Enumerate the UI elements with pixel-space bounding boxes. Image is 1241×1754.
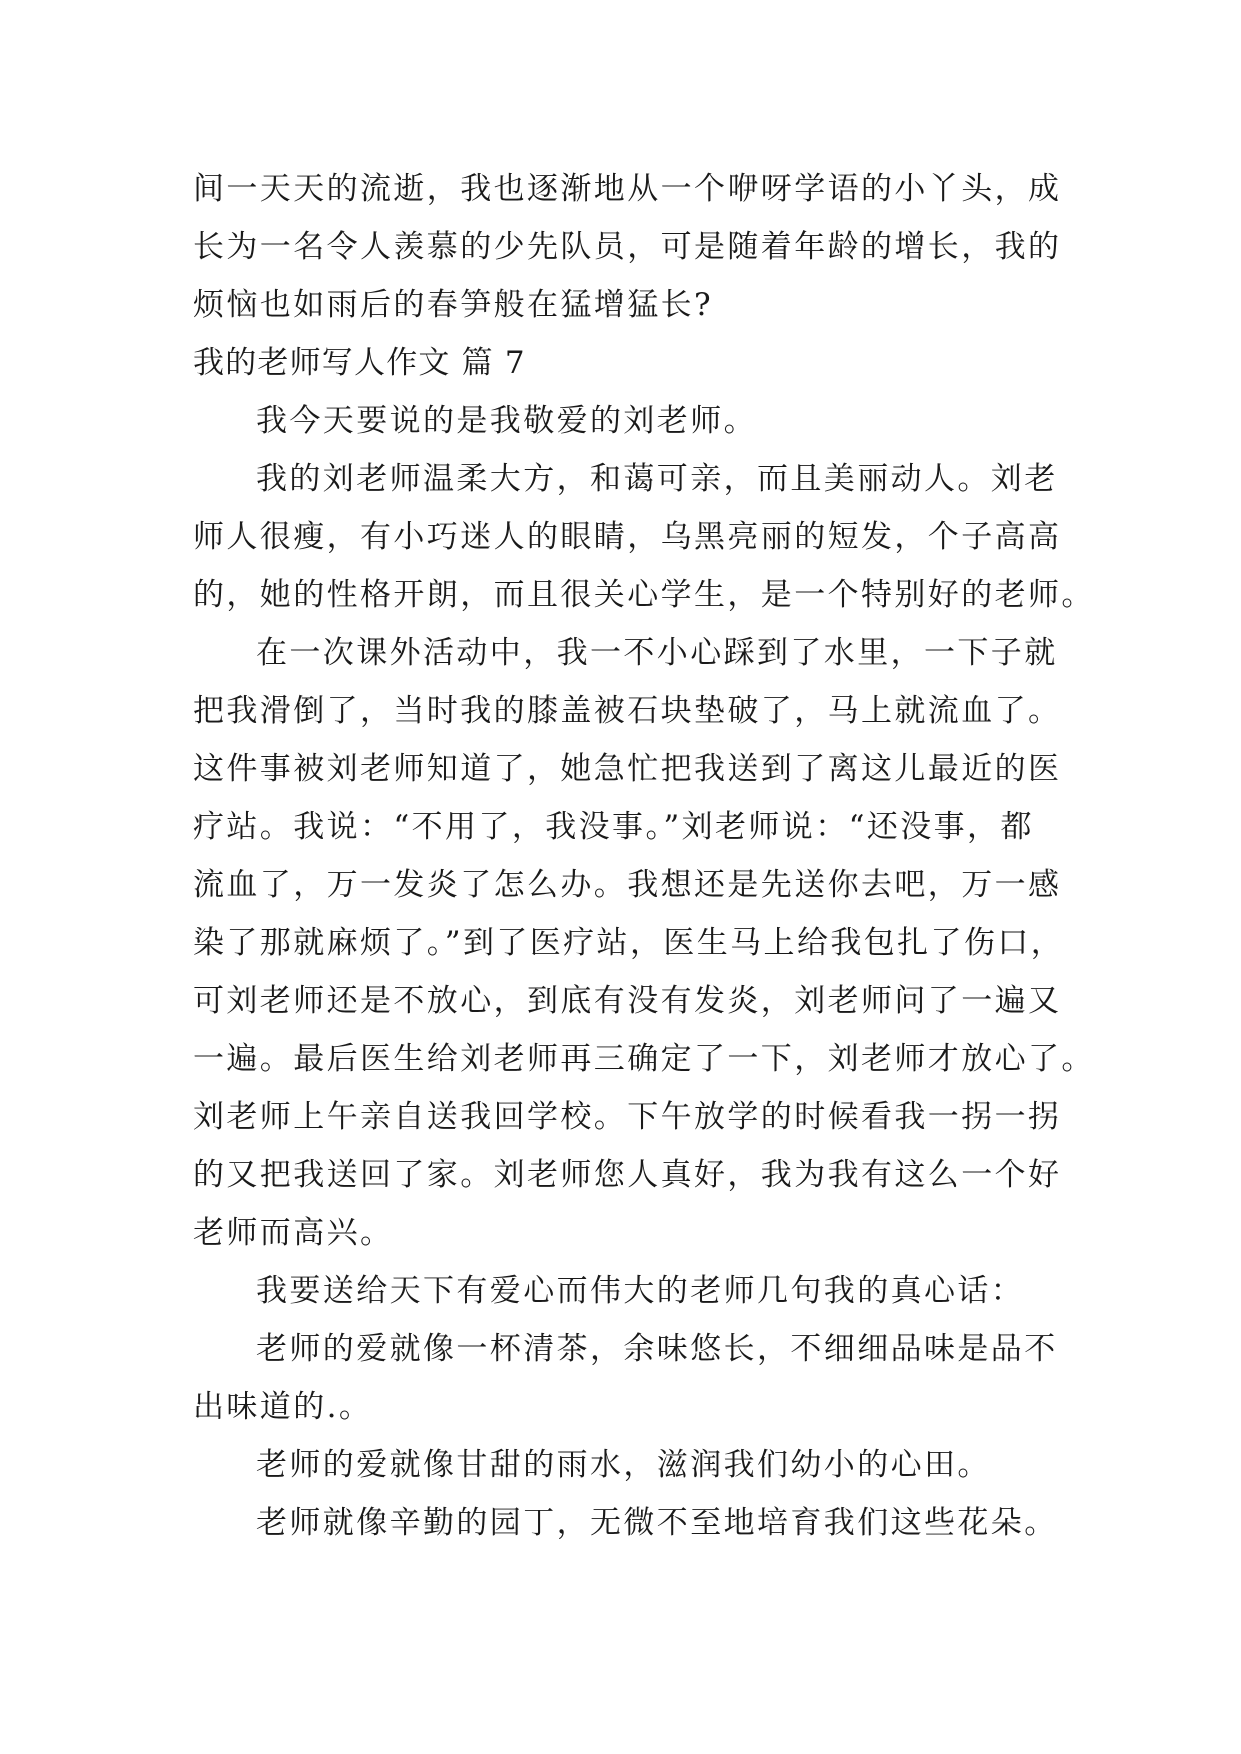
section-heading: 我的老师写人作文 篇 7 bbox=[193, 345, 526, 381]
text-line: 把我滑倒了，当时我的膝盖被石块垫破了，马上就流血了。 bbox=[193, 693, 1062, 729]
paragraph-line: 老师的爱就像一杯清茶，余味悠长，不细细品味是品不 bbox=[256, 1331, 1058, 1367]
paragraph-line: 我要送给天下有爱心而伟大的老师几句我的真心话： bbox=[256, 1273, 1025, 1309]
text-line: 刘老师上午亲自送我回学校。下午放学的时候看我一拐一拐 bbox=[193, 1099, 1062, 1135]
text-line: 染了那就麻烦了。”到了医疗站，医生马上给我包扎了伤口， bbox=[193, 925, 1065, 961]
text-line: 流血了，万一发炎了怎么办。我想还是先送你去吧，万一感 bbox=[193, 867, 1062, 903]
paragraph-line: 我今天要说的是我敬爱的刘老师。 bbox=[256, 403, 757, 439]
text-line: 可刘老师还是不放心，到底有没有发炎，刘老师问了一遍又 bbox=[193, 983, 1062, 1019]
text-line: 长为一名令人羡慕的少先队员，可是随着年龄的增长，我的 bbox=[193, 229, 1062, 265]
text-line: 的又把我送回了家。刘老师您人真好，我为我有这么一个好 bbox=[193, 1157, 1062, 1193]
text-line: 间一天天的流逝，我也逐渐地从一个咿呀学语的小丫头，成 bbox=[193, 171, 1062, 207]
paragraph-line: 我的刘老师温柔大方，和蔼可亲，而且美丽动人。刘老 bbox=[256, 461, 1058, 497]
paragraph-line: 老师就像辛勤的园丁，无微不至地培育我们这些花朵。 bbox=[256, 1505, 1058, 1541]
text-line: 老师而高兴。 bbox=[193, 1215, 394, 1251]
text-line: 烦恼也如雨后的春笋般在猛增猛长? bbox=[193, 287, 714, 323]
text-line: 这件事被刘老师知道了，她急忙把我送到了离这儿最近的医 bbox=[193, 751, 1062, 787]
text-line: 师人很瘦，有小巧迷人的眼睛，乌黑亮丽的短发，个子高高 bbox=[193, 519, 1062, 555]
essay-text bbox=[193, 160, 1095, 1552]
paragraph-line: 老师的爱就像甘甜的雨水，滋润我们幼小的心田。 bbox=[256, 1447, 991, 1483]
paragraph-line: 在一次课外活动中，我一不小心踩到了水里，一下子就 bbox=[256, 635, 1058, 671]
text-line: 疗站。我说：“不用了，我没事。”刘老师说：“还没事，都 bbox=[193, 809, 1034, 845]
text-line: 的，她的性格开朗，而且很关心学生，是一个特别好的老师。 bbox=[193, 577, 1095, 613]
text-line: 一遍。最后医生给刘老师再三确定了一下，刘老师才放心了。 bbox=[193, 1041, 1095, 1077]
text-line: 出味道的.。 bbox=[193, 1389, 373, 1425]
